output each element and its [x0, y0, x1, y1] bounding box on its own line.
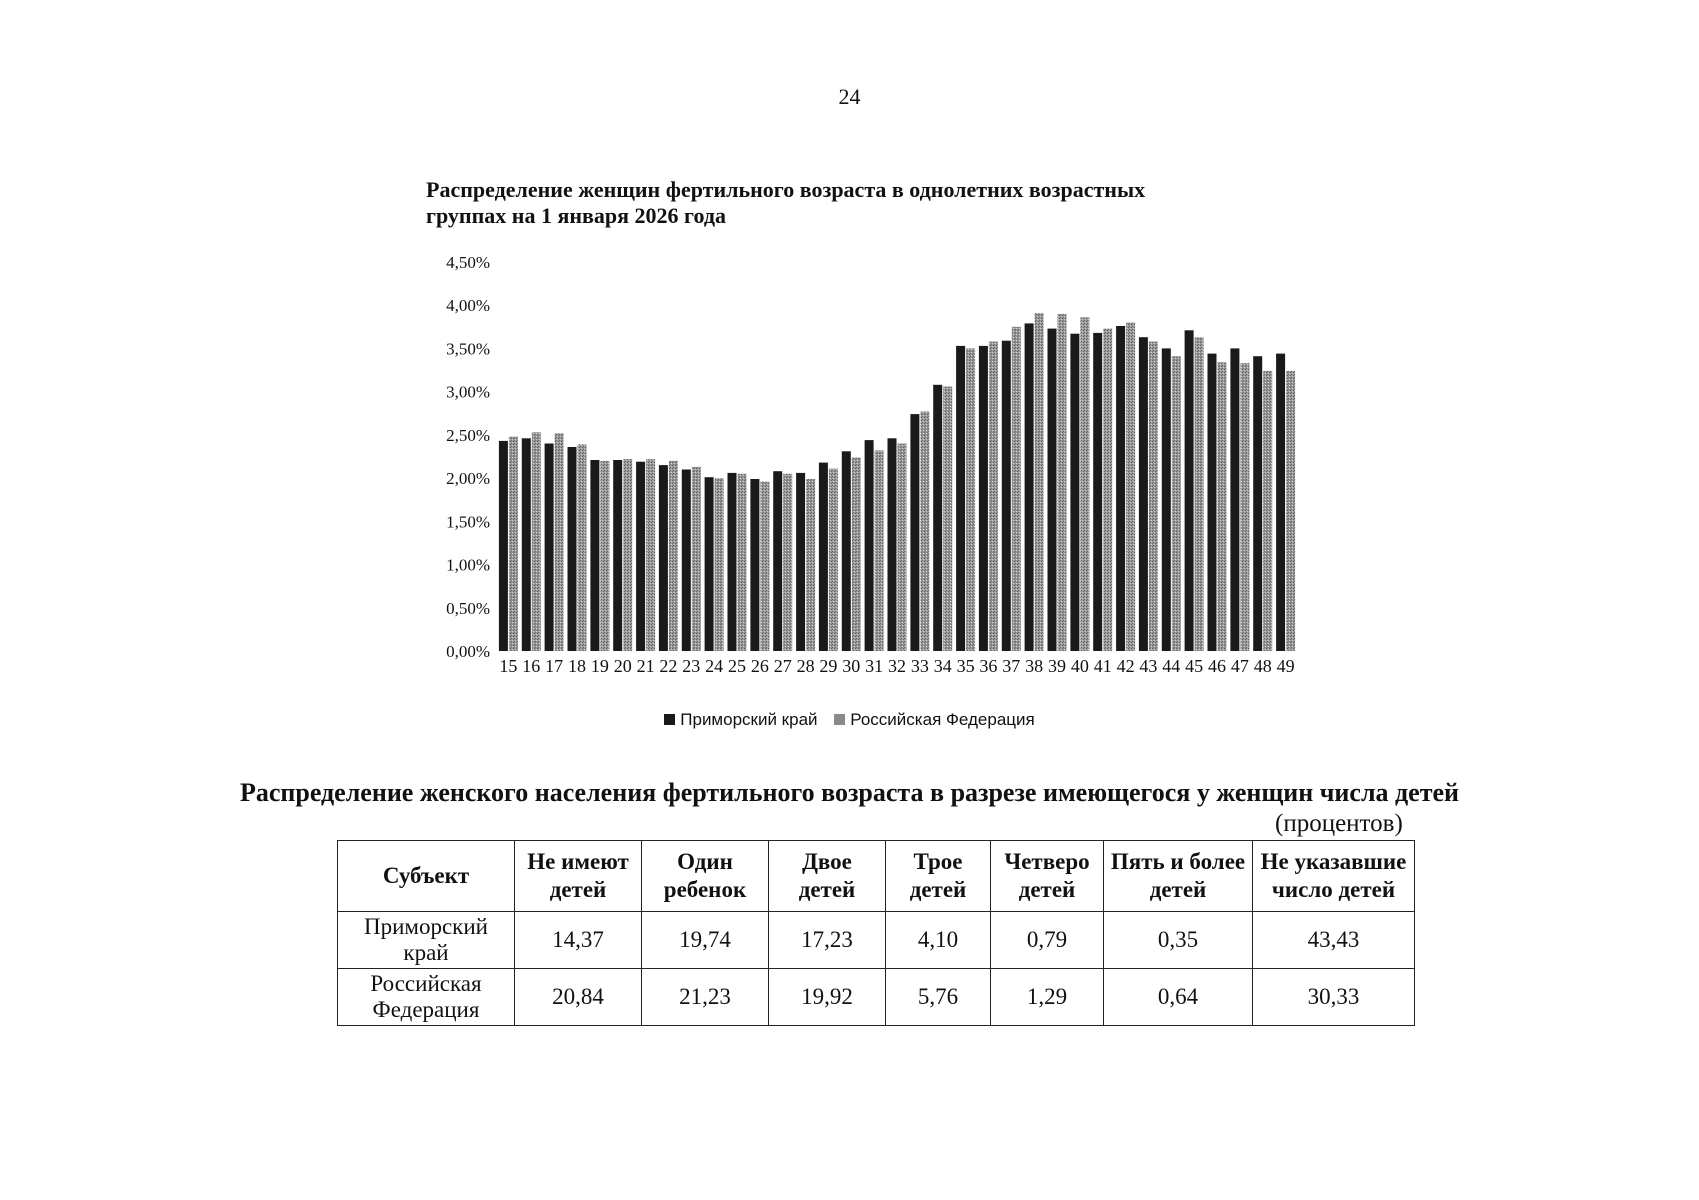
x-tick-label: 20 [613, 656, 632, 676]
x-tick-label: 19 [590, 656, 609, 676]
bar-primorsky [1070, 334, 1079, 651]
bar-russia [1080, 317, 1089, 651]
x-axis-ticks [499, 656, 1294, 676]
bar-russia [1035, 313, 1044, 651]
bar-russia [1012, 327, 1021, 651]
bar-primorsky [910, 414, 919, 651]
x-tick-label: 39 [1048, 656, 1066, 676]
bar-russia [1195, 337, 1204, 651]
header-subject: Субъект [338, 841, 515, 912]
bar-russia [875, 450, 884, 651]
table-cell: 1,29 [991, 969, 1104, 1026]
header-five-plus: Пять и более детей [1104, 841, 1253, 912]
bar-primorsky [682, 470, 691, 652]
y-axis-ticks [446, 253, 490, 661]
legend-swatch-russia [834, 714, 845, 725]
table-cell: 30,33 [1253, 969, 1415, 1026]
bar-series [499, 313, 1295, 651]
bar-primorsky [1230, 348, 1239, 651]
table-unit: (процентов) [1275, 810, 1403, 837]
y-tick-label: 0,00% [446, 642, 490, 661]
legend-swatch-primorsky [664, 714, 675, 725]
bar-russia [989, 342, 998, 652]
y-tick-label: 4,50% [446, 253, 490, 272]
table-cell: 0,35 [1104, 912, 1253, 969]
bar-russia [623, 459, 632, 651]
bar-russia [555, 433, 564, 651]
x-tick-label: 28 [796, 656, 815, 676]
bar-primorsky [590, 460, 599, 651]
bar-russia [578, 444, 587, 651]
table-cell: 5,76 [886, 969, 991, 1026]
table-cell: 21,23 [642, 969, 769, 1026]
bar-russia [783, 474, 792, 651]
x-tick-label: 26 [750, 656, 769, 676]
legend-entry-primorsky [664, 710, 822, 729]
bar-russia [1058, 314, 1067, 651]
x-tick-label: 31 [865, 656, 884, 676]
bar-russia [646, 459, 655, 651]
x-tick-label: 18 [568, 656, 586, 676]
y-tick-label: 0,50% [446, 598, 490, 618]
bar-primorsky [956, 346, 965, 651]
table-header-row [338, 841, 1415, 912]
bar-primorsky [659, 465, 668, 651]
bar-russia [1240, 363, 1249, 651]
bar-primorsky [1253, 356, 1262, 651]
bar-primorsky [842, 451, 851, 651]
table-cell: 0,79 [991, 912, 1104, 969]
bar-russia [920, 412, 929, 652]
bar-primorsky [545, 444, 554, 652]
bar-russia [1149, 342, 1158, 652]
bar-primorsky [773, 471, 782, 651]
x-tick-label: 17 [545, 656, 564, 676]
chart-title-line-1: Распределение женщин фертильного возраста в однолетних возрастных [426, 177, 1146, 202]
bar-russia [600, 461, 609, 651]
bar-primorsky [933, 385, 942, 651]
bar-russia [829, 469, 838, 651]
x-tick-label: 48 [1253, 656, 1272, 676]
y-tick-label: 4,00% [446, 296, 490, 316]
bar-primorsky [568, 447, 577, 651]
bar-primorsky [1048, 329, 1057, 651]
x-tick-label: 34 [933, 656, 952, 676]
legend-label-russia: Российская Федерация [850, 710, 1035, 729]
bar-russia [715, 478, 724, 651]
x-tick-label: 16 [522, 656, 541, 676]
table-row [338, 912, 1415, 969]
y-tick-label: 2,00% [446, 469, 490, 489]
bar-russia [738, 474, 747, 651]
y-tick-label: 2,50% [446, 425, 490, 445]
header-no-children: Не имеют детей [515, 841, 642, 912]
bar-russia [1172, 356, 1181, 651]
bar-russia [943, 387, 952, 652]
x-tick-label: 23 [682, 656, 701, 676]
x-tick-label: 30 [842, 656, 861, 676]
bar-primorsky [1002, 341, 1011, 651]
header-four-children: Четверо детей [991, 841, 1104, 912]
bar-primorsky [979, 346, 988, 651]
table-cell: 19,74 [642, 912, 769, 969]
bar-primorsky [636, 462, 645, 651]
table-row [338, 969, 1415, 1026]
table-cell: 19,92 [769, 969, 886, 1026]
bar-russia [669, 461, 678, 651]
x-tick-label: 37 [1002, 656, 1021, 676]
header-two-children: Двое детей [769, 841, 886, 912]
x-tick-label: 43 [1139, 656, 1158, 676]
bar-primorsky [613, 460, 622, 651]
bar-russia [509, 437, 518, 651]
children-distribution-table [337, 840, 1415, 1026]
bar-primorsky [728, 473, 737, 651]
bar-russia [1218, 362, 1227, 651]
page-number: 24 [838, 84, 861, 109]
cell-subject: Российская Федерация [338, 969, 515, 1026]
legend-entry-russia [834, 710, 1034, 729]
x-tick-label: 29 [819, 656, 838, 676]
table-cell: 4,10 [886, 912, 991, 969]
cell-subject: Приморский край [338, 912, 515, 969]
x-tick-label: 36 [979, 656, 998, 676]
table-title: Распределение женского населения фертильного возраста в разрезе имеющегося у женщин числа детей [239, 778, 1460, 807]
bar-primorsky [1093, 333, 1102, 651]
table-cell: 43,43 [1253, 912, 1415, 969]
x-tick-label: 35 [956, 656, 975, 676]
bar-primorsky [750, 479, 759, 651]
bar-russia [760, 482, 769, 651]
header-three-children: Трое детей [886, 841, 991, 912]
bar-primorsky [1185, 330, 1194, 651]
y-tick-label: 1,00% [446, 555, 490, 575]
bar-primorsky [1025, 323, 1034, 651]
bar-russia [1126, 323, 1135, 652]
bar-russia [1286, 371, 1295, 651]
bar-russia [806, 479, 815, 651]
x-tick-label: 25 [728, 656, 746, 676]
table-cell: 20,84 [515, 969, 642, 1026]
bar-primorsky [1162, 348, 1171, 651]
x-tick-label: 22 [659, 656, 678, 676]
bar-primorsky [888, 438, 897, 651]
x-tick-label: 41 [1093, 656, 1112, 676]
x-tick-label: 46 [1208, 656, 1226, 676]
bar-primorsky [1276, 354, 1285, 651]
y-tick-label: 3,00% [446, 382, 490, 402]
bar-russia [1263, 371, 1272, 651]
x-tick-label: 24 [705, 656, 724, 676]
x-tick-label: 21 [636, 656, 655, 676]
x-tick-label: 15 [499, 656, 518, 676]
bar-primorsky [499, 441, 508, 651]
x-tick-label: 33 [910, 656, 929, 676]
bar-primorsky [705, 477, 714, 651]
x-tick-label: 40 [1070, 656, 1089, 676]
bar-russia [898, 444, 907, 652]
x-tick-label: 27 [773, 656, 792, 676]
table-cell: 17,23 [769, 912, 886, 969]
table-cell: 14,37 [515, 912, 642, 969]
x-tick-label: 49 [1276, 656, 1295, 676]
bar-russia [852, 457, 861, 651]
x-tick-label: 45 [1185, 656, 1204, 676]
bar-primorsky [522, 438, 531, 651]
bar-primorsky [819, 463, 828, 651]
x-tick-label: 38 [1025, 656, 1044, 676]
x-tick-label: 32 [888, 656, 906, 676]
bar-primorsky [796, 473, 805, 651]
header-not-stated: Не указавшие число детей [1253, 841, 1415, 912]
bar-russia [1103, 329, 1112, 651]
legend-label-primorsky: Приморский край [680, 710, 818, 729]
x-tick-label: 47 [1230, 656, 1249, 676]
header-one-child: Один ребенок [642, 841, 769, 912]
table-cell: 0,64 [1104, 969, 1253, 1026]
x-tick-label: 42 [1116, 656, 1135, 676]
x-tick-label: 44 [1162, 656, 1181, 676]
chart-title-line-2: группах на 1 января 2026 года [426, 203, 726, 228]
y-tick-label: 3,50% [446, 339, 490, 359]
y-tick-label: 1,50% [446, 512, 490, 532]
bar-primorsky [865, 440, 874, 651]
bar-primorsky [1139, 337, 1148, 651]
bar-russia [692, 467, 701, 651]
chart-legend [0, 710, 1699, 730]
bar-russia [966, 348, 975, 651]
bar-primorsky [1208, 354, 1217, 651]
bar-primorsky [1116, 326, 1125, 651]
bar-russia [532, 432, 541, 651]
